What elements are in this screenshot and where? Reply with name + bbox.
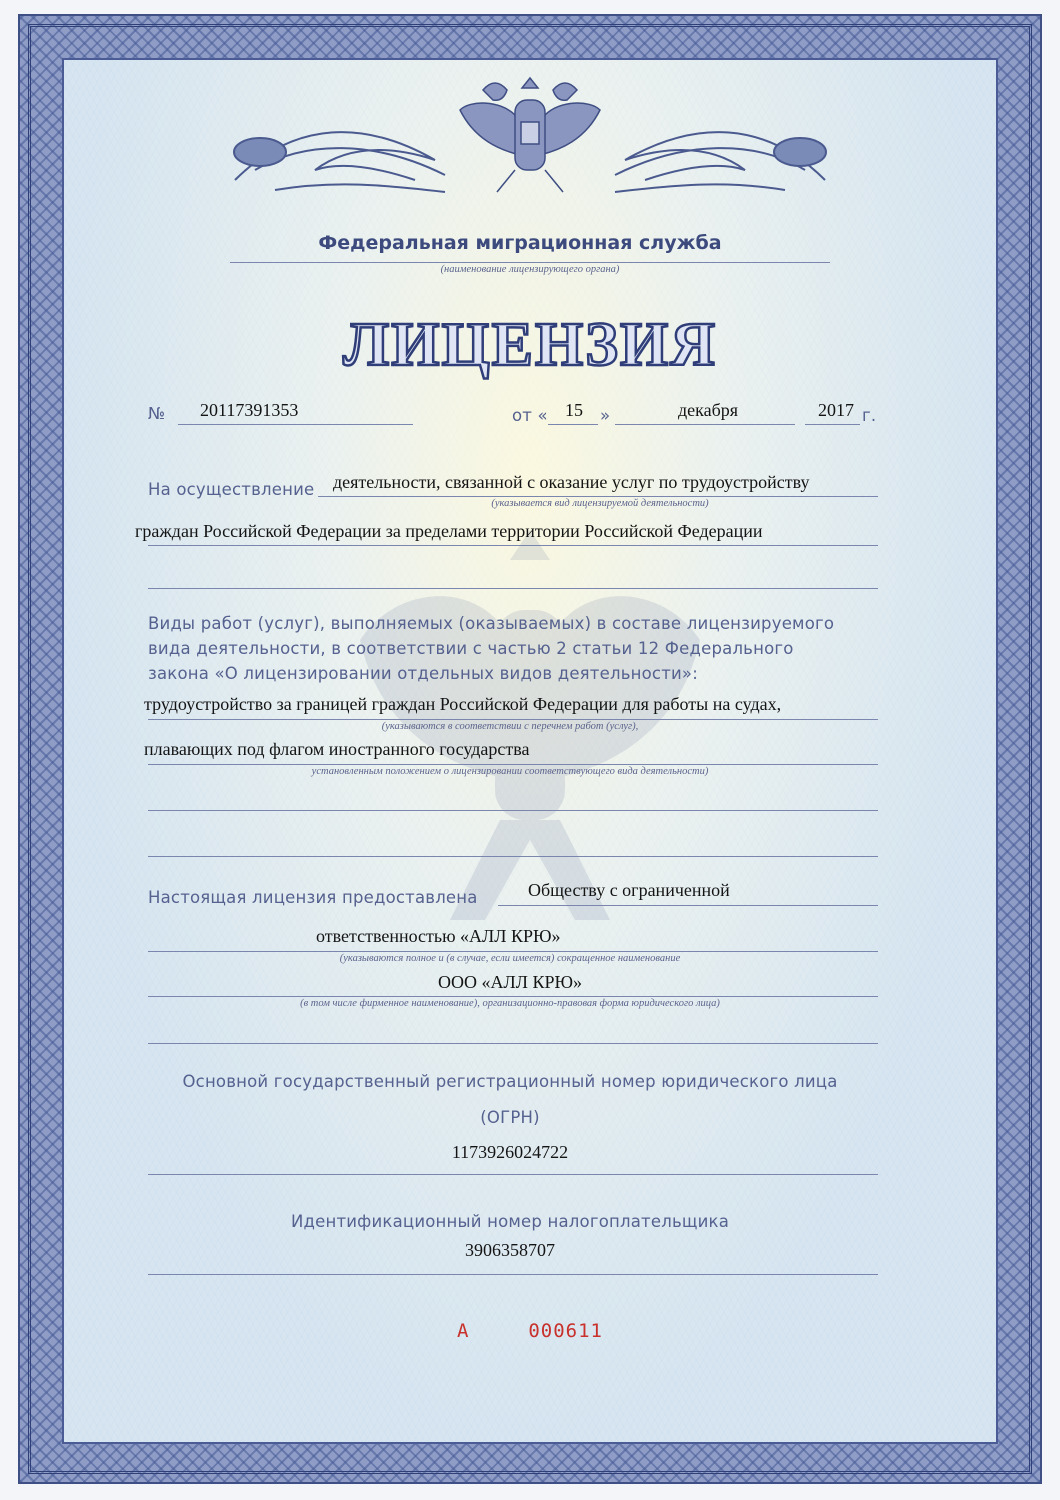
works-intro-line1: Виды работ (услуг), выполняемых (оказываемых) в составе лицензируемого — [148, 614, 835, 633]
works-underline3 — [148, 810, 878, 811]
inn-label: Идентификационный номер налогоплательщика — [290, 1212, 730, 1231]
works-intro-line2: вида деятельности, в соответствии с частью 2 статьи 12 Федерального — [148, 639, 794, 658]
licensee-caption1: (указываются полное и (в случае, если имеется) сокращенное наименование — [339, 953, 681, 964]
issuer-caption: (наименование лицензирующего органа) — [440, 264, 620, 275]
day-underline — [548, 424, 598, 425]
year-suffix: г. — [862, 406, 877, 425]
licensee-label: Настоящая лицензия предоставлена — [148, 888, 478, 907]
form-serial — [300, 1320, 760, 1342]
works-value-line1: трудоустройство за границей граждан Российской Федерации для работы на судах, — [144, 694, 782, 714]
licensee-line1: Обществу с ограниченной — [528, 880, 730, 900]
state-emblem — [215, 60, 845, 200]
works-value-line2: плавающих под флагом иностранного государства — [144, 739, 530, 759]
double-headed-eagle-icon — [460, 78, 600, 192]
activity-underline1 — [318, 496, 878, 497]
inn-underline — [148, 1274, 878, 1275]
licensee-caption2: (в том числе фирменное наименование), организационно-правовая форма юридического лица) — [300, 998, 720, 1009]
activity-underline2 — [148, 545, 878, 546]
works-underline4 — [148, 856, 878, 857]
works-caption2: установленным положением о лицензировании соответствующего вида деятельности) — [311, 766, 709, 777]
works-underline1 — [148, 719, 878, 720]
issuer-underline — [230, 262, 830, 263]
licensee-line2: ответственностью «АЛЛ КРЮ» — [316, 926, 561, 946]
title-text: ЛИЦЕНЗИЯ — [343, 311, 717, 379]
ogrn-underline — [148, 1174, 878, 1175]
date-month: декабря — [678, 400, 739, 420]
left-ornament-icon — [234, 132, 445, 192]
activity-line2: граждан Российской Федерации за пределами территории Российской Федерации — [135, 521, 763, 541]
ogrn-label: Основной государственный регистрационный номер юридического лица — [182, 1072, 838, 1091]
works-intro-line3: закона «О лицензировании отдельных видов деятельности»: — [148, 664, 698, 683]
licensee-short-name: ООО «АЛЛ КРЮ» — [438, 972, 582, 992]
activity-line1: деятельности, связанной с оказание услуг по трудоустройству — [333, 472, 810, 492]
license-number: 20117391353 — [200, 400, 299, 420]
date-day-close: » — [600, 406, 611, 425]
serial-series: А — [457, 1320, 470, 1342]
ogrn-abbr: (ОГРН) — [480, 1108, 540, 1127]
ogrn-value: 1173926024722 — [451, 1142, 569, 1162]
date-day: 15 — [565, 400, 583, 420]
works-underline2 — [148, 764, 878, 765]
inn-value: 3906358707 — [465, 1240, 555, 1260]
date-from-label: от « — [512, 406, 548, 425]
month-underline — [615, 424, 795, 425]
license-title — [320, 300, 740, 390]
licensee-underline4 — [148, 1043, 878, 1044]
number-underline — [178, 424, 413, 425]
works-caption1: (указываются в соответствии с перечнем работ (услуг), — [381, 721, 639, 732]
number-sign: № — [148, 404, 166, 423]
activity-underline3 — [148, 588, 878, 589]
serial-number: 000611 — [528, 1320, 603, 1342]
licensee-underline1 — [498, 905, 878, 906]
date-year: 2017 — [818, 400, 854, 420]
year-underline — [805, 424, 860, 425]
activity-label: На осуществление — [148, 480, 315, 499]
issuer-name: Федеральная миграционная служба — [318, 232, 722, 254]
licensee-underline2 — [148, 951, 878, 952]
right-ornament-icon — [615, 132, 826, 192]
activity-caption: (указывается вид лицензируемой деятельности) — [491, 498, 709, 509]
licensee-underline3 — [148, 996, 878, 997]
